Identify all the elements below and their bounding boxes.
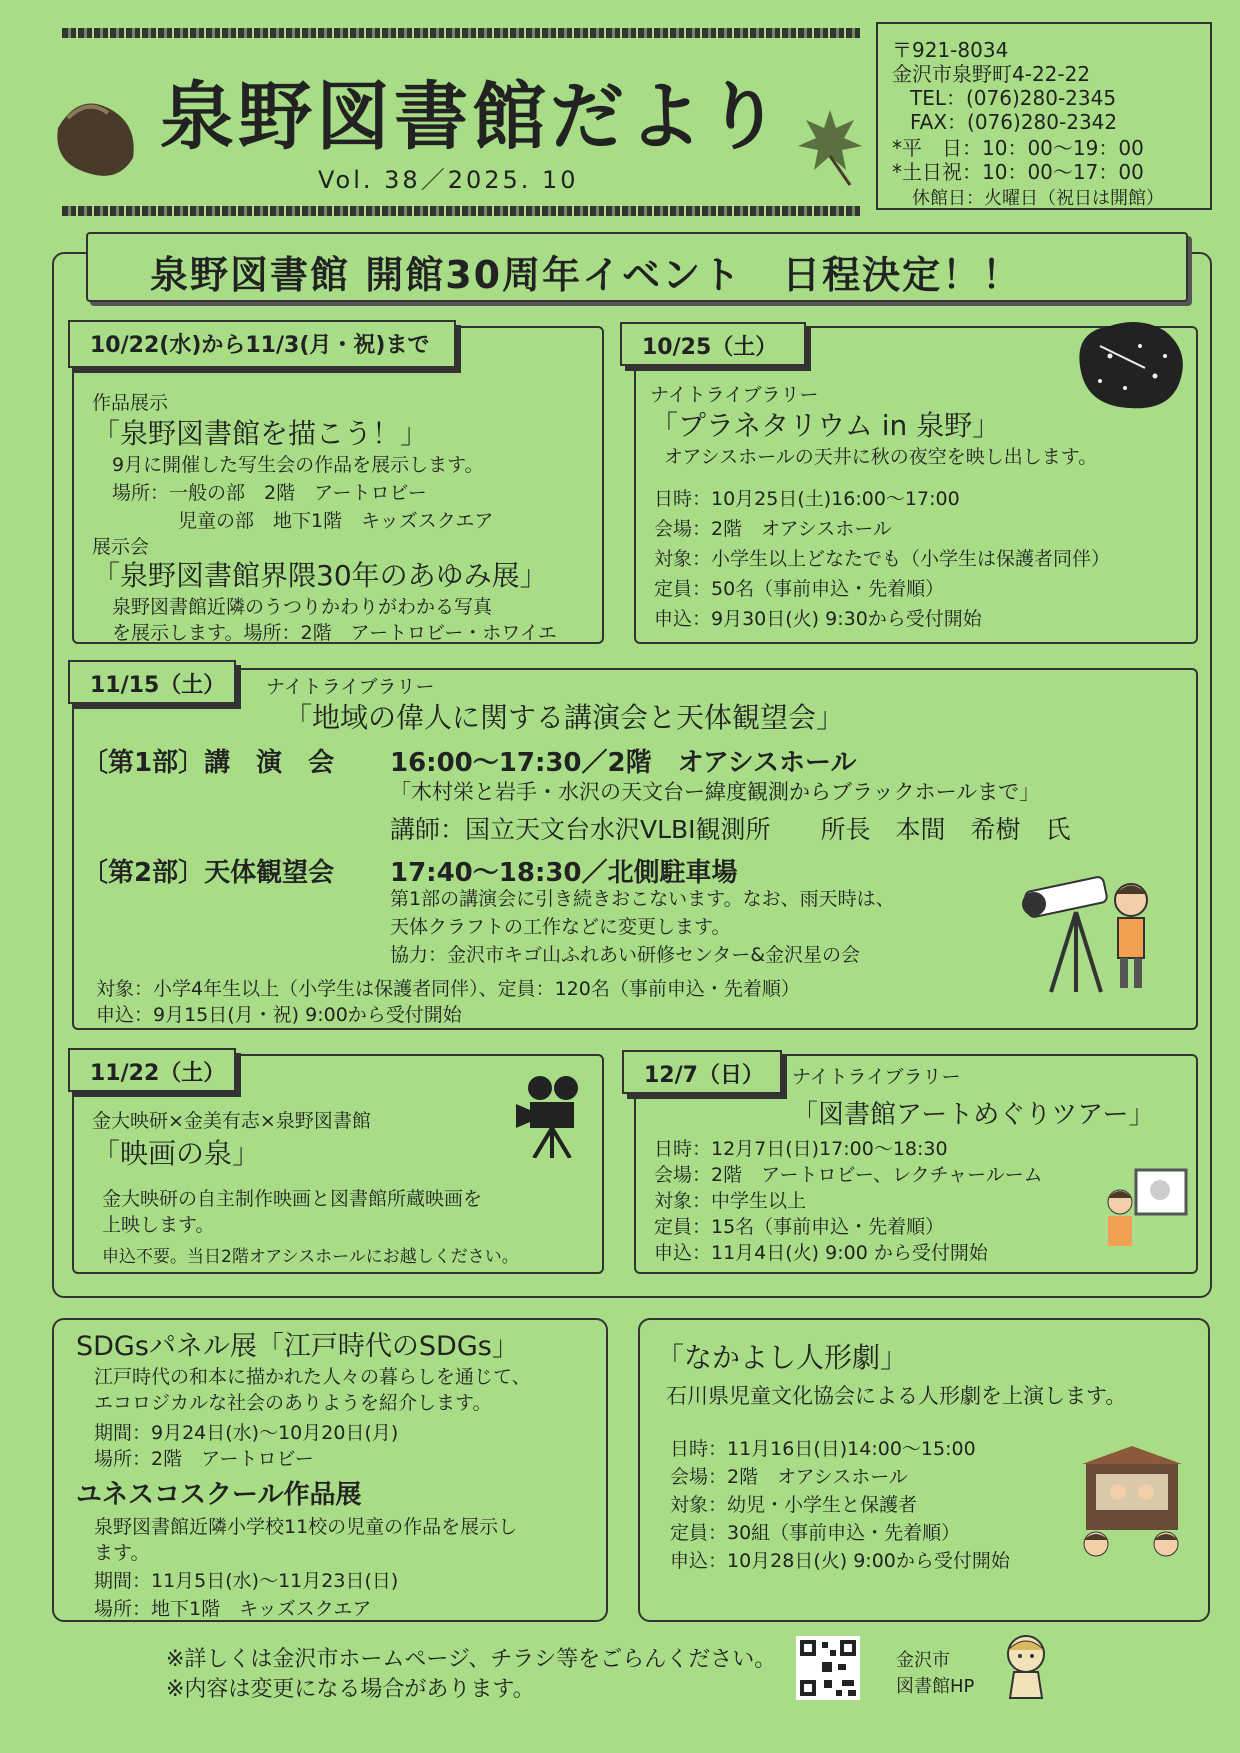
address: 金沢市泉野町4-22-22 <box>892 62 1091 86</box>
planetarium-target: 対象：小学生以上どなたでも（小学生は保護者同伴） <box>654 548 1111 570</box>
lecture-target: 対象：小学4年生以上（小学生は保護者同伴）、定員：120名（事前申込・先着順） <box>96 978 800 1000</box>
movie-camera-icon <box>516 1074 592 1158</box>
art-tour-datetime: 日時：12月7日(日)17:00～18:30 <box>654 1138 948 1160</box>
puppet-show-apply: 申込：10月28日(火) 9:00から受付開始 <box>670 1550 1010 1572</box>
movie-desc-2: 上映します。 <box>102 1214 215 1236</box>
fax: FAX：(076)280-2342 <box>910 110 1118 134</box>
header-bottom-rule <box>62 206 862 216</box>
part1-speaker: 講師：国立天文台水沢VLBI観測所 所長 本間 希樹 氏 <box>390 815 1071 844</box>
footer-note-changes: ※内容は変更になる場合があります。 <box>166 1677 535 1702</box>
exhibition-place-kids: 児童の部 地下1階 キッズスクエア <box>178 510 494 532</box>
art-tour-date-tab: 12/7（日） <box>622 1050 782 1094</box>
exhibition-title-history: 「泉野図書館界隈30年のあゆみ展」 <box>92 559 548 592</box>
maple-leaf-icon <box>780 90 880 190</box>
art-tour-apply: 申込：11月4日(火) 9:00 から受付開始 <box>654 1242 988 1264</box>
planetarium-apply: 申込：9月30日(火) 9:30から受付開始 <box>654 608 982 630</box>
lecture-title: 「地域の偉人に関する講演会と天体観望会」 <box>284 701 845 734</box>
part2-cooperation: 協力：金沢市キゴ山ふれあい研修センター&金沢星の会 <box>390 944 861 966</box>
movie-title: 「映画の泉」 <box>92 1137 261 1170</box>
puppet-show-venue: 会場：2階 オアシスホール <box>670 1466 908 1488</box>
exhibition-title-draw: 「泉野図書館を描こう！」 <box>92 417 429 450</box>
unesco-place: 場所：地下1階 キッズスクエア <box>94 1598 372 1620</box>
unesco-title: ユネスコスクール作品展 <box>76 1480 362 1510</box>
art-tour-venue: 会場：2階 アートロビー、レクチャールーム <box>654 1164 1043 1186</box>
postal-code: 〒921-8034 <box>892 38 1009 62</box>
movie-category: 金大映研×金美有志×泉野図書館 <box>92 1110 371 1132</box>
weekend-hours: *土日祝：10：00～17：00 <box>892 160 1144 184</box>
art-tour-target: 対象：中学生以上 <box>654 1190 807 1212</box>
puppet-show-datetime: 日時：11月16日(日)14:00～15:00 <box>670 1438 976 1460</box>
part1-theme: 「木村栄と岩手・水沢の天文台ー緯度観測からブラックホールまで」 <box>390 780 1041 804</box>
planetarium-date-tab: 10/25（土） <box>620 322 806 366</box>
sdgs-period: 期間：9月24日(水)～10月20日(月) <box>94 1422 399 1444</box>
art-viewer-icon <box>1100 1166 1190 1250</box>
part2-desc-1: 第1部の講演会に引き続きおこないます。なお、雨天時は、 <box>390 888 895 910</box>
part2-time: 17:40～18:30／北側駐車場 <box>390 858 738 888</box>
puppet-theater-icon <box>1074 1444 1190 1564</box>
planetarium-title: 「プラネタリウム in 泉野」 <box>650 409 1001 442</box>
planetarium-datetime: 日時：10月25日(土)16:00～17:00 <box>654 488 960 510</box>
homepage-label-city: 金沢市 <box>896 1650 950 1671</box>
starry-sky-icon <box>1070 316 1190 416</box>
lecture-date-tab: 11/15（土） <box>68 660 236 704</box>
part1-label: 〔第1部〕講 演 会 <box>82 748 335 778</box>
sdgs-place: 場所：2階 アートロビー <box>94 1448 314 1470</box>
movie-date-tab: 11/22（土） <box>68 1048 236 1092</box>
exhibition2-desc-2: を展示します。場所：2階 アートロビー・ホワイエ <box>112 622 557 644</box>
lecture-category: ナイトライブラリー <box>266 676 435 698</box>
part1-time: 16:00～17:30／2階 オアシスホール <box>390 748 857 778</box>
banner-title: 泉野図書館 開館30周年イベント 日程決定！！ <box>150 253 1023 297</box>
planetarium-desc: オアシスホールの天井に秋の夜空を映し出します。 <box>664 446 1098 468</box>
exhibition-date-tab: 10/22(水)から11/3(月・祝)まで <box>68 320 456 368</box>
sdgs-title: SDGsパネル展「江戸時代のSDGs」 <box>76 1331 519 1362</box>
unesco-period: 期間：11月5日(水)～11月23日(日) <box>94 1570 399 1592</box>
exhibition-desc: 9月に開催した写生会の作品を展示します。 <box>112 454 484 476</box>
qr-code-icon[interactable] <box>796 1636 860 1700</box>
newsletter-title: 泉野図書館だより <box>160 74 784 160</box>
planetarium-venue: 会場：2階 オアシスホール <box>654 518 892 540</box>
puppet-show-desc: 石川県児童文化協会による人形劇を上演します。 <box>666 1384 1127 1408</box>
art-tour-title: 「図書館アートめぐりツアー」 <box>792 1100 1155 1130</box>
unesco-desc-2: ます。 <box>94 1542 150 1564</box>
telescope-child-icon <box>1016 862 1166 1002</box>
footer-note-details: ※詳しくは金沢市ホームページ、チラシ等をごらんください。 <box>166 1647 777 1672</box>
puppet-show-title: 「なかよし人形劇」 <box>656 1341 909 1374</box>
exhibition-category: 作品展示 <box>92 392 169 414</box>
planetarium-capacity: 定員：50名（事前申込・先着順） <box>654 578 945 600</box>
exhibition2-category: 展示会 <box>92 536 150 558</box>
sdgs-desc-2: エコロジカルな社会のありようを紹介します。 <box>94 1392 492 1414</box>
exhibition2-desc-1: 泉野図書館近隣のうつりかわりがわかる写真 <box>112 596 493 618</box>
mascot-icon <box>996 1628 1056 1708</box>
closed-days: 休館日：火曜日（祝日は開館） <box>912 188 1164 209</box>
sdgs-desc-1: 江戸時代の和本に描かれた人々の暮らしを通じて、 <box>94 1366 531 1388</box>
planetarium-category: ナイトライブラリー <box>650 384 819 406</box>
exhibition-place-general: 場所：一般の部 2階 アートロビー <box>112 482 427 504</box>
weekday-hours: *平 日：10：00～19：00 <box>892 136 1144 160</box>
volume-label: Vol. 38／2025. 10 <box>318 166 579 194</box>
part2-label: 〔第2部〕天体観望会 <box>82 858 335 888</box>
unesco-desc-1: 泉野図書館近隣小学校11校の児童の作品を展示し <box>94 1516 518 1538</box>
puppet-show-target: 対象：幼児・小学生と保護者 <box>670 1494 918 1516</box>
tel: TEL：(076)280-2345 <box>910 86 1117 110</box>
lecture-apply: 申込：9月15日(月・祝) 9:00から受付開始 <box>96 1004 462 1026</box>
header-top-rule <box>62 28 862 38</box>
movie-desc-1: 金大映研の自主制作映画と図書館所蔵映画を <box>102 1188 483 1210</box>
chestnut-icon <box>48 88 148 188</box>
homepage-label-library: 図書館HP <box>896 1676 975 1697</box>
art-tour-capacity: 定員：15名（事前申込・先着順） <box>654 1216 945 1238</box>
puppet-show-capacity: 定員：30組（事前申込・先着順） <box>670 1522 961 1544</box>
part2-desc-2: 天体クラフトの工作などに変更します。 <box>390 916 731 938</box>
art-tour-category: ナイトライブラリー <box>792 1066 961 1088</box>
movie-note: 申込不要。当日2階オアシスホールにお越しください。 <box>102 1247 519 1267</box>
